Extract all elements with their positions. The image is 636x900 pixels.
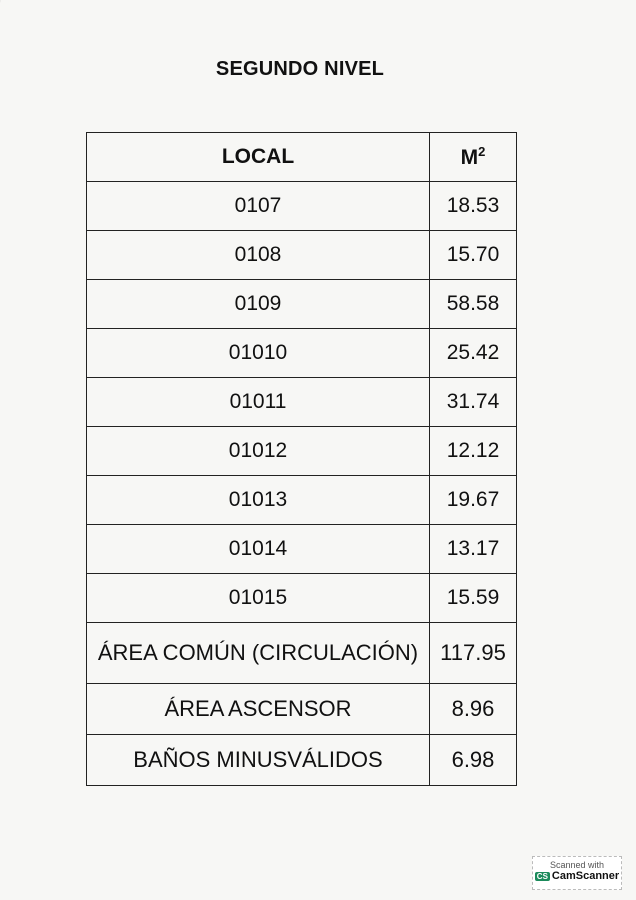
area-cell: 19.67 — [430, 476, 517, 525]
local-cell: 01012 — [87, 427, 430, 476]
area-cell: 18.53 — [430, 182, 517, 231]
area-cell: 15.59 — [430, 574, 517, 623]
local-cell: 0109 — [87, 280, 430, 329]
header-m2 — [430, 133, 517, 182]
area-comun-label: ÁREA COMÚN (CIRCULACIÓN) — [87, 623, 430, 684]
header-local: LOCAL — [87, 133, 430, 182]
local-cell: 01015 — [87, 574, 430, 623]
table-row — [87, 476, 517, 525]
banos-value: 6.98 — [430, 735, 517, 786]
area-cell: 13.17 — [430, 525, 517, 574]
local-cell: 01014 — [87, 525, 430, 574]
header-m2-sup: 2 — [478, 144, 486, 159]
table-row — [87, 280, 517, 329]
table-row — [87, 427, 517, 476]
area-cell: 12.12 — [430, 427, 517, 476]
banos-row — [87, 735, 517, 786]
area-cell: 25.42 — [430, 329, 517, 378]
page-title: SEGUNDO NIVEL — [215, 58, 385, 80]
table-row — [87, 574, 517, 623]
area-cell: 15.70 — [430, 231, 517, 280]
camscanner-icon: CS — [536, 872, 548, 881]
area-cell: 58.58 — [430, 280, 517, 329]
table-row — [87, 182, 517, 231]
area-table — [86, 132, 517, 786]
scanned-with-text: Scanned with — [549, 860, 605, 870]
area-ascensor-label: ÁREA ASCENSOR — [87, 684, 430, 735]
local-cell: 0107 — [87, 182, 430, 231]
table-row — [87, 231, 517, 280]
area-cell: 31.74 — [430, 378, 517, 427]
local-cell: 0108 — [87, 231, 430, 280]
area-comun-value: 117.95 — [430, 623, 517, 684]
area-ascensor-row — [87, 684, 517, 735]
camscanner-name: CamScanner — [551, 870, 620, 882]
camscanner-brand — [533, 870, 621, 882]
table-header-row — [87, 133, 517, 182]
local-cell: 01011 — [87, 378, 430, 427]
camscanner-badge — [532, 856, 622, 890]
area-comun-row — [87, 623, 517, 684]
area-ascensor-value: 8.96 — [430, 684, 517, 735]
header-m2-label: M — [460, 146, 479, 169]
table-row — [87, 525, 517, 574]
table-row — [87, 329, 517, 378]
local-cell: 01010 — [87, 329, 430, 378]
local-cell: 01013 — [87, 476, 430, 525]
table-row — [87, 378, 517, 427]
banos-label: BAÑOS MINUSVÁLIDOS — [87, 735, 430, 786]
